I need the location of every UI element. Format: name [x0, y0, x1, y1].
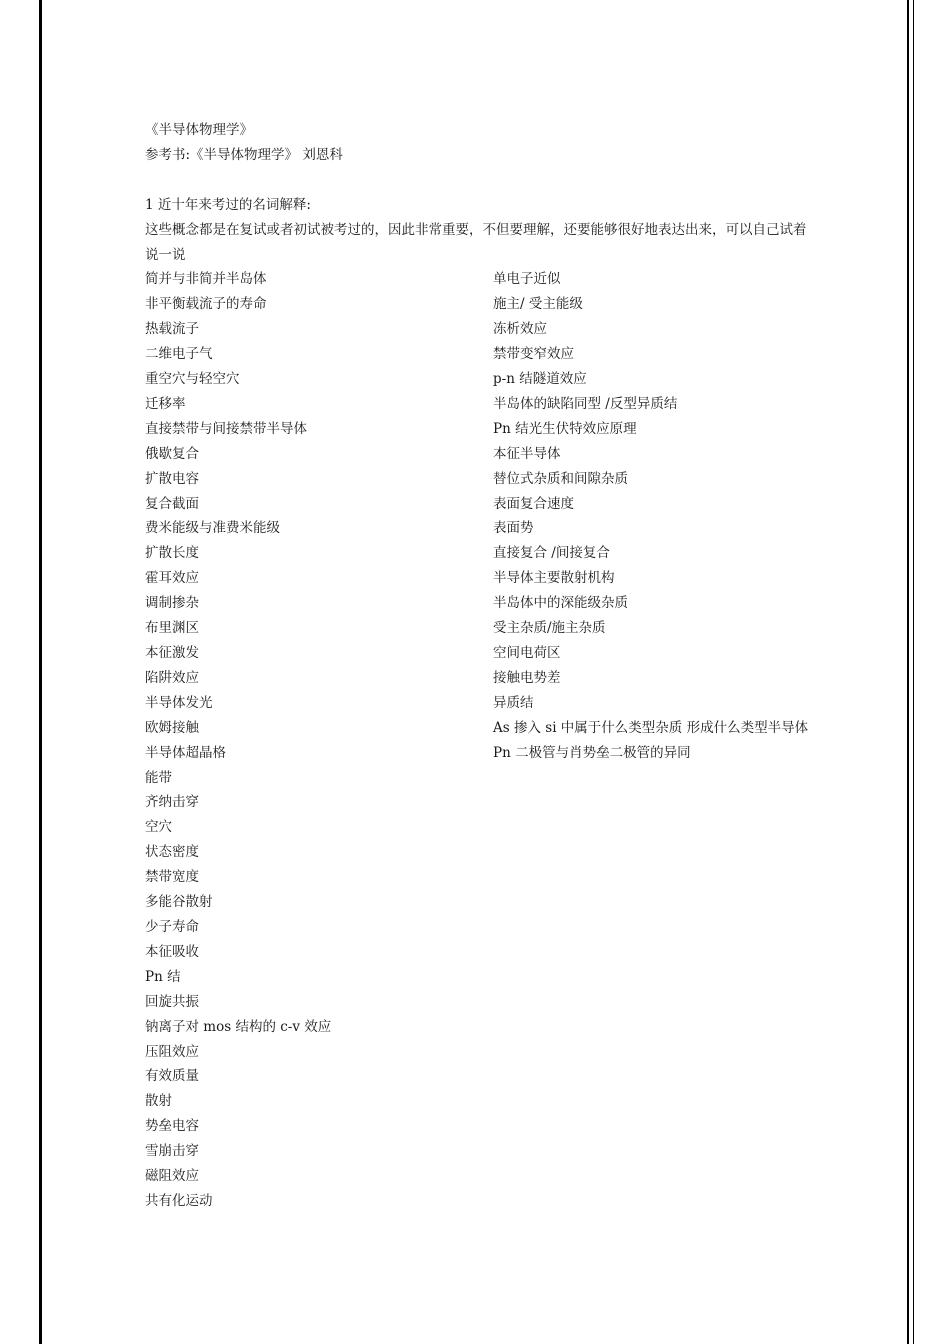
document-content — [145, 118, 815, 1209]
term-item: 势垒电容 — [145, 1118, 199, 1135]
term-item: 有效质量 — [145, 1068, 199, 1085]
term-item: Pn 结光生伏特效应原理 — [493, 420, 637, 437]
term-item: 齐纳击穿 — [145, 794, 199, 811]
term-item: 能带 — [145, 769, 172, 786]
term-item: 本征半导体 — [493, 445, 561, 462]
term-item: 表面复合速度 — [493, 495, 574, 512]
section-heading: 1 近十年来考过的名词解释: — [145, 196, 311, 213]
term-item: 禁带宽度 — [145, 869, 199, 886]
reference-book: 参考书:《半导体物理学》 刘恩科 — [145, 146, 343, 163]
term-item: 扩散长度 — [145, 545, 199, 562]
term-item: 二维电子气 — [145, 346, 213, 363]
term-item: 扩散电容 — [145, 470, 199, 487]
term-item: 直接复合 /间接复合 — [493, 545, 610, 562]
term-item: 回旋共振 — [145, 993, 199, 1010]
terms-right-column — [493, 267, 813, 765]
blank-line — [145, 168, 815, 193]
term-item: 陷阱效应 — [145, 669, 199, 686]
term-item: 散射 — [145, 1093, 172, 1110]
term-item: 欧姆接触 — [145, 719, 199, 736]
term-item: 多能谷散射 — [145, 894, 213, 911]
term-item: 热载流子 — [145, 321, 199, 338]
term-item: 直接禁带与间接禁带半导体 — [145, 420, 307, 437]
term-item: 雪崩击穿 — [145, 1143, 199, 1160]
term-item: Pn 结 — [145, 968, 181, 985]
term-item: 半导体发光 — [145, 694, 213, 711]
term-item: 表面势 — [493, 520, 534, 537]
term-item: 压阻效应 — [145, 1043, 199, 1060]
term-item: 半导体主要散射机构 — [493, 570, 615, 587]
page-border-right-outer — [913, 0, 914, 1344]
term-item: 禁带变窄效应 — [493, 346, 574, 363]
term-item: 冻析效应 — [493, 321, 547, 338]
term-item: 异质结 — [493, 694, 534, 711]
term-item: 磁阻效应 — [145, 1168, 199, 1185]
term-item: As 掺入 si 中属于什么类型杂质 形成什么类型半导体 — [493, 719, 809, 736]
term-item: 迁移率 — [145, 395, 186, 412]
terms-left-column — [145, 267, 475, 1213]
document-title: 《半导体物理学》 — [145, 122, 253, 138]
term-item: 接触电势差 — [493, 669, 561, 686]
term-item: 复合截面 — [145, 495, 199, 512]
term-item: p-n 结隧道效应 — [493, 371, 587, 388]
term-item: 单电子近似 — [493, 271, 561, 288]
term-item: 状态密度 — [145, 844, 199, 861]
term-item: 半岛体的缺陷同型 /反型异质结 — [493, 395, 678, 412]
term-item: 钠离子对 mos 结构的 c-v 效应 — [145, 1018, 332, 1035]
term-item: 替位式杂质和间隙杂质 — [493, 470, 628, 487]
term-item: 空穴 — [145, 819, 172, 836]
page-border-right — [907, 0, 909, 1344]
page-border-left — [39, 0, 42, 1344]
term-item: 本征吸收 — [145, 943, 199, 960]
term-item: 本征激发 — [145, 645, 199, 662]
term-item: 简并与非简并半岛体 — [145, 271, 267, 288]
term-item: 少子寿命 — [145, 918, 199, 935]
term-item: 布里渊区 — [145, 620, 199, 637]
term-item: 半岛体中的深能级杂质 — [493, 595, 628, 612]
term-item: Pn 二极管与肖势垒二极管的异同 — [493, 744, 691, 761]
intro-paragraph: 这些概念都是在复试或者初试被考过的，因此非常重要，不但要理解，还要能够很好地表达出来，可以自己试着说一说 — [145, 221, 807, 263]
term-item: 非平衡载流子的寿命 — [145, 296, 267, 313]
term-item: 霍耳效应 — [145, 570, 199, 587]
term-item: 俄歇复合 — [145, 445, 199, 462]
term-item: 共有化运动 — [145, 1192, 213, 1209]
term-item: 重空穴与轻空穴 — [145, 371, 240, 388]
term-item: 费米能级与准费米能级 — [145, 520, 280, 537]
term-item: 空间电荷区 — [493, 645, 561, 662]
term-item: 半导体超晶格 — [145, 744, 226, 761]
term-item: 受主杂质/施主杂质 — [493, 620, 606, 637]
term-item: 调制掺杂 — [145, 595, 199, 612]
term-item: 施主/ 受主能级 — [493, 296, 583, 313]
